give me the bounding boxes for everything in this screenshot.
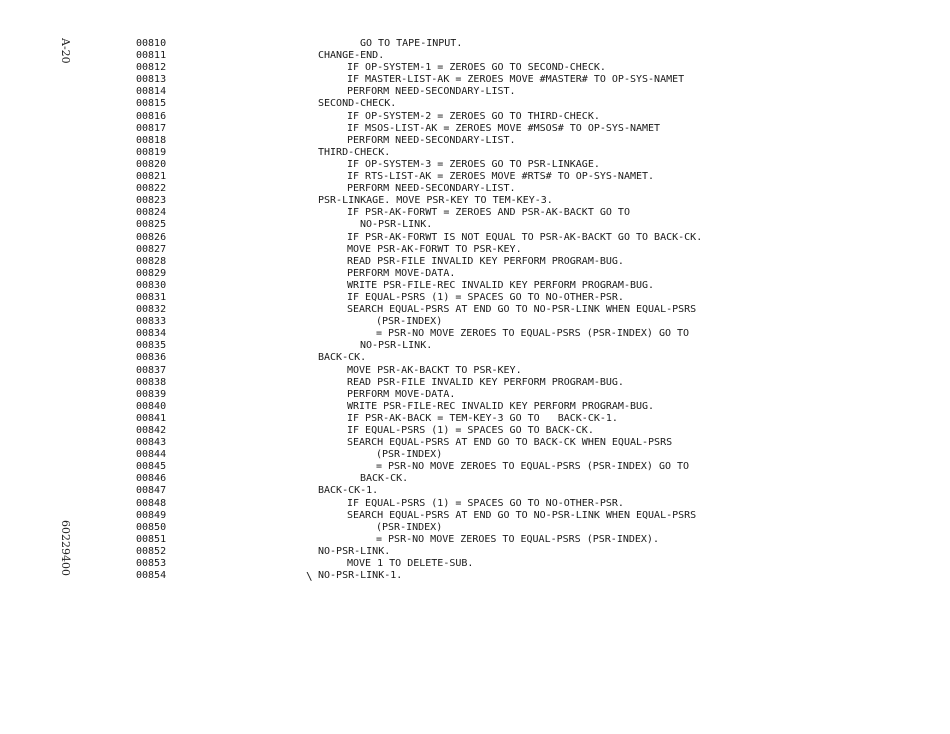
line-number: 00817: [136, 122, 167, 134]
code-line: [0, 74, 950, 86]
code-text: NO-PSR-LINK.: [360, 340, 433, 352]
code-line: [0, 510, 950, 522]
code-line: [0, 244, 950, 256]
line-number: 00845: [136, 461, 167, 473]
code-line: [0, 546, 950, 558]
code-text: IF MSOS-LIST-AK = ZEROES MOVE #MSOS# TO OP-SYS-NAMET: [347, 122, 661, 134]
code-line: [0, 558, 950, 570]
line-number: 00843: [136, 437, 167, 449]
code-text: WRITE PSR-FILE-REC INVALID KEY PERFORM PROGRAM-BUG.: [347, 400, 655, 412]
line-number: 00842: [136, 425, 167, 436]
code-text: READ PSR-FILE INVALID KEY PERFORM PROGRAM-BUG.: [347, 255, 624, 267]
code-line: [0, 534, 950, 546]
code-line: [0, 485, 950, 497]
code-line: [0, 86, 950, 98]
line-number: 00821: [136, 171, 167, 183]
code-line: [0, 316, 950, 328]
code-text: CHANGE-END.: [318, 50, 385, 62]
code-text: BACK-CK.: [318, 352, 367, 364]
line-number: 00830: [136, 279, 167, 291]
code-text: SEARCH EQUAL-PSRS AT END GO TO NO-PSR-LINK WHEN EQUAL-PSRS: [347, 304, 697, 316]
page-code: A-20: [59, 38, 72, 64]
line-number: 00848: [136, 497, 167, 509]
line-number: 00824: [136, 207, 167, 219]
code-line: [0, 123, 950, 135]
code-line: [0, 401, 950, 413]
code-text: IF MASTER-LIST-AK = ZEROES MOVE #MASTER# TO OP-SYS-NAMET: [347, 74, 685, 86]
code-line: [0, 365, 950, 377]
code-line: [0, 183, 950, 195]
code-line: [0, 38, 950, 50]
code-text: IF EQUAL-PSRS (1) = SPACES GO TO NO-OTHER-PSR.: [347, 291, 624, 303]
code-text: MOVE PSR-AK-FORWT TO PSR-KEY.: [347, 243, 522, 255]
line-number: 00835: [136, 340, 167, 352]
line-number: 00846: [136, 473, 167, 485]
code-line: [0, 268, 950, 280]
line-number: 00829: [136, 267, 167, 279]
line-number: 00839: [136, 388, 167, 400]
code-line: [0, 207, 950, 219]
line-number: 00840: [136, 400, 167, 412]
continuation-mark: \: [306, 570, 313, 583]
line-number: 00814: [136, 86, 167, 98]
line-number: 00815: [136, 98, 167, 110]
line-number: 00818: [136, 134, 167, 146]
code-line: [0, 413, 950, 425]
line-number: 00844: [136, 449, 167, 461]
code-text: IF RTS-LIST-AK = ZEROES MOVE #RTS# TO OP-SYS-NAMET.: [347, 171, 655, 183]
code-text: PERFORM NEED-SECONDARY-LIST.: [347, 183, 516, 195]
code-line: [0, 171, 950, 183]
document-number: 60229400: [59, 520, 72, 576]
line-number: 00827: [136, 243, 167, 255]
line-number: 00816: [136, 110, 167, 122]
code-line: [0, 389, 950, 401]
code-text: PERFORM NEED-SECONDARY-LIST.: [347, 134, 516, 146]
line-number: 00811: [136, 50, 167, 62]
line-number: 00847: [136, 485, 167, 497]
code-line: [0, 352, 950, 364]
line-number: 00810: [136, 38, 167, 49]
code-text: READ PSR-FILE INVALID KEY PERFORM PROGRAM-BUG.: [347, 376, 624, 388]
line-number: 00823: [136, 195, 167, 207]
code-line: [0, 461, 950, 473]
code-line: [0, 340, 950, 352]
code-line: [0, 232, 950, 244]
line-number: 00850: [136, 521, 167, 533]
code-text: MOVE 1 TO DELETE-SUB.: [347, 558, 474, 570]
code-text: (PSR-INDEX): [376, 449, 443, 461]
code-text: IF EQUAL-PSRS (1) = SPACES GO TO BACK-CK.: [347, 425, 594, 436]
code-text: SEARCH EQUAL-PSRS AT END GO TO NO-PSR-LINK WHEN EQUAL-PSRS: [347, 509, 697, 521]
code-line: [0, 195, 950, 207]
code-line: [0, 219, 950, 231]
line-number: 00851: [136, 533, 167, 545]
code-text: = PSR-NO MOVE ZEROES TO EQUAL-PSRS (PSR-INDEX) GO TO: [376, 328, 690, 340]
code-text: IF OP-SYSTEM-3 = ZEROES GO TO PSR-LINKAGE.: [347, 158, 600, 170]
code-line: [0, 304, 950, 316]
line-number: 00834: [136, 328, 167, 340]
line-number: 00812: [136, 62, 167, 74]
line-number: 00837: [136, 364, 167, 376]
code-line: [0, 50, 950, 62]
line-number: 00820: [136, 158, 167, 170]
line-number: 00836: [136, 352, 167, 364]
code-line: [0, 377, 950, 389]
line-number: 00822: [136, 183, 167, 195]
code-text: NO-PSR-LINK-1.: [318, 570, 403, 582]
line-number: 00831: [136, 291, 167, 303]
line-number: 00841: [136, 412, 167, 424]
code-text: GO TO TAPE-INPUT.: [360, 38, 463, 49]
code-line: [0, 449, 950, 461]
code-text: IF PSR-AK-FORWT IS NOT EQUAL TO PSR-AK-BACKT GO TO BACK-CK.: [347, 231, 703, 243]
code-text: = PSR-NO MOVE ZEROES TO EQUAL-PSRS (PSR-INDEX) GO TO: [376, 461, 690, 473]
line-number: 00849: [136, 509, 167, 521]
line-number: 00825: [136, 219, 167, 231]
code-text: IF EQUAL-PSRS (1) = SPACES GO TO NO-OTHER-PSR.: [347, 497, 624, 509]
line-number: 00838: [136, 376, 167, 388]
code-text: IF PSR-AK-FORWT = ZEROES AND PSR-AK-BACKT GO TO: [347, 207, 630, 219]
code-text: THIRD-CHECK.: [318, 146, 391, 158]
line-number: 00819: [136, 146, 167, 158]
code-text: BACK-CK.: [360, 473, 409, 485]
code-text: SECOND-CHECK.: [318, 98, 397, 110]
line-number: 00833: [136, 316, 167, 328]
code-text: PERFORM MOVE-DATA.: [347, 267, 456, 279]
line-number: 00832: [136, 304, 167, 316]
code-line: [0, 522, 950, 534]
code-text: MOVE PSR-AK-BACKT TO PSR-KEY.: [347, 364, 522, 376]
code-listing: [0, 38, 950, 582]
line-number: 00853: [136, 558, 167, 570]
code-line: [0, 570, 950, 582]
code-line: [0, 437, 950, 449]
code-text: IF OP-SYSTEM-2 = ZEROES GO TO THIRD-CHECK.: [347, 110, 600, 122]
code-line: [0, 135, 950, 147]
code-text: PSR-LINKAGE. MOVE PSR-KEY TO TEM-KEY-3.: [318, 195, 553, 207]
code-text: IF OP-SYSTEM-1 = ZEROES GO TO SECOND-CHECK.: [347, 62, 606, 74]
code-text: BACK-CK-1.: [318, 485, 379, 497]
code-line: [0, 425, 950, 437]
code-line: [0, 473, 950, 485]
line-number: 00813: [136, 74, 167, 86]
code-text: NO-PSR-LINK.: [360, 219, 433, 231]
code-line: [0, 147, 950, 159]
code-text: PERFORM MOVE-DATA.: [347, 388, 456, 400]
code-text: PERFORM NEED-SECONDARY-LIST.: [347, 86, 516, 98]
code-line: [0, 62, 950, 74]
code-text: (PSR-INDEX): [376, 521, 443, 533]
code-line: [0, 256, 950, 268]
code-text: (PSR-INDEX): [376, 316, 443, 328]
code-line: [0, 98, 950, 110]
code-text: SEARCH EQUAL-PSRS AT END GO TO BACK-CK WHEN EQUAL-PSRS: [347, 437, 673, 449]
line-number: 00852: [136, 545, 167, 557]
code-line: [0, 328, 950, 340]
code-text: IF PSR-AK-BACK = TEM-KEY-3 GO TO BACK-CK-1.: [347, 412, 618, 424]
code-line: [0, 280, 950, 292]
code-line: [0, 159, 950, 171]
code-text: = PSR-NO MOVE ZEROES TO EQUAL-PSRS (PSR-INDEX).: [376, 533, 659, 545]
line-number: 00826: [136, 231, 167, 243]
code-line: [0, 292, 950, 304]
code-text: NO-PSR-LINK.: [318, 545, 391, 557]
code-text: WRITE PSR-FILE-REC INVALID KEY PERFORM PROGRAM-BUG.: [347, 279, 655, 291]
line-number: 00828: [136, 255, 167, 267]
line-number: 00854: [136, 570, 167, 582]
code-line: [0, 111, 950, 123]
code-line: [0, 498, 950, 510]
